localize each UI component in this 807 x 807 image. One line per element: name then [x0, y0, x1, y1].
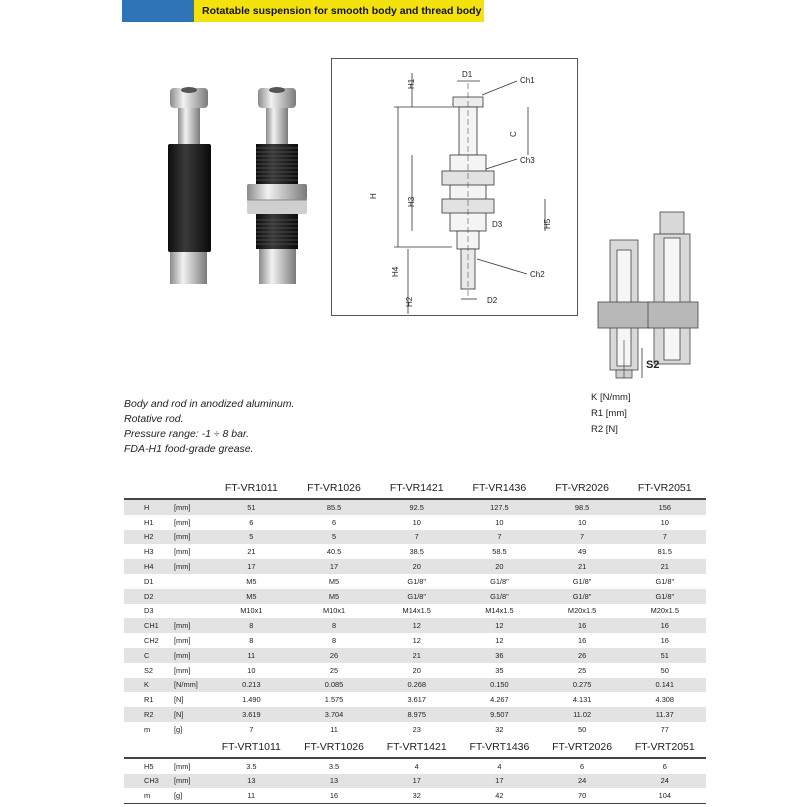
- model-header: FT-VRT1026: [293, 737, 376, 758]
- param-value: 32: [375, 788, 458, 803]
- param-value: 5: [293, 530, 376, 545]
- param-unit: [mm]: [170, 633, 210, 648]
- param-value: 17: [458, 774, 541, 789]
- param-value: G1/8": [541, 589, 624, 604]
- param-unit: [mm]: [170, 530, 210, 545]
- legend-k: K [N/mm]: [591, 392, 631, 403]
- param-unit: [170, 574, 210, 589]
- table-row: [124, 589, 706, 604]
- param-value: 7: [210, 722, 293, 737]
- param-name: S2: [124, 663, 170, 678]
- param-value: 81.5: [623, 544, 706, 559]
- label-h5: H5: [543, 218, 552, 229]
- table-row: [124, 499, 706, 515]
- specification-table: [124, 478, 706, 804]
- param-value: 16: [293, 788, 376, 803]
- param-value: 12: [375, 633, 458, 648]
- param-unit: [mm]: [170, 618, 210, 633]
- spring-legend: [591, 390, 631, 438]
- thread-body-suspension-image: [245, 84, 307, 289]
- table-row: [124, 788, 706, 803]
- param-value: 20: [375, 559, 458, 574]
- header-accent-bar: [122, 0, 194, 22]
- param-value: 0.150: [458, 678, 541, 693]
- model-header: FT-VR2051: [623, 478, 706, 499]
- param-value: 13: [293, 774, 376, 789]
- table-row: [124, 758, 706, 774]
- param-value: 21: [210, 544, 293, 559]
- model-header: FT-VRT1421: [375, 737, 458, 758]
- param-value: 36: [458, 648, 541, 663]
- label-ch3: Ch3: [520, 156, 535, 165]
- param-value: 16: [541, 618, 624, 633]
- param-value: 10: [541, 515, 624, 530]
- param-unit: [mm]: [170, 663, 210, 678]
- legend-r1: R1 [mm]: [591, 408, 627, 419]
- model-header: FT-VRT1436: [458, 737, 541, 758]
- param-value: 0.213: [210, 678, 293, 693]
- param-unit: [mm]: [170, 758, 210, 774]
- param-value: 32: [458, 722, 541, 737]
- param-value: 0.268: [375, 678, 458, 693]
- param-name: D2: [124, 589, 170, 604]
- param-value: 42: [458, 788, 541, 803]
- param-value: M20x1.5: [541, 604, 624, 619]
- param-value: M5: [210, 574, 293, 589]
- param-unit: [g]: [170, 722, 210, 737]
- label-h: H: [369, 193, 378, 199]
- param-value: 11: [210, 648, 293, 663]
- param-name: H: [124, 499, 170, 515]
- table-row: [124, 692, 706, 707]
- label-h3: H3: [407, 196, 416, 207]
- param-value: 4.308: [623, 692, 706, 707]
- param-value: 0.275: [541, 678, 624, 693]
- param-value: 20: [375, 663, 458, 678]
- param-value: 6: [210, 515, 293, 530]
- param-value: 25: [541, 663, 624, 678]
- param-value: 26: [293, 648, 376, 663]
- model-header: FT-VR1421: [375, 478, 458, 499]
- param-unit: [170, 604, 210, 619]
- param-value: M20x1.5: [623, 604, 706, 619]
- param-unit: [mm]: [170, 499, 210, 515]
- param-value: G1/8": [458, 574, 541, 589]
- param-unit: [N]: [170, 692, 210, 707]
- header-title: Rotatable suspension for smooth body and thread body: [194, 0, 484, 22]
- param-value: 21: [375, 648, 458, 663]
- param-unit: [g]: [170, 788, 210, 803]
- param-value: 6: [623, 758, 706, 774]
- label-ch1: Ch1: [520, 76, 535, 85]
- param-name: K: [124, 678, 170, 693]
- param-value: 17: [210, 559, 293, 574]
- param-value: 3.704: [293, 707, 376, 722]
- param-value: 92.5: [375, 499, 458, 515]
- param-value: 8: [293, 618, 376, 633]
- model-header: FT-VR1436: [458, 478, 541, 499]
- param-name: H4: [124, 559, 170, 574]
- param-value: G1/8": [623, 574, 706, 589]
- param-value: 7: [541, 530, 624, 545]
- param-value: 70: [541, 788, 624, 803]
- param-value: 12: [458, 633, 541, 648]
- param-value: 21: [541, 559, 624, 574]
- param-name: H3: [124, 544, 170, 559]
- param-name: D1: [124, 574, 170, 589]
- param-value: 3.617: [375, 692, 458, 707]
- smooth-body-suspension-image: [165, 84, 215, 289]
- param-value: 8: [210, 633, 293, 648]
- param-name: H5: [124, 758, 170, 774]
- table-row: [124, 648, 706, 663]
- param-value: 11: [210, 788, 293, 803]
- label-c: C: [509, 131, 518, 137]
- param-value: 4: [458, 758, 541, 774]
- param-value: 4.131: [541, 692, 624, 707]
- table-row: [124, 663, 706, 678]
- label-d3: D3: [492, 220, 503, 229]
- param-value: 8.975: [375, 707, 458, 722]
- param-value: G1/8": [623, 589, 706, 604]
- param-value: 127.5: [458, 499, 541, 515]
- param-value: 20: [458, 559, 541, 574]
- param-value: 9.507: [458, 707, 541, 722]
- table-row: [124, 574, 706, 589]
- legend-r2: R2 [N]: [591, 424, 618, 435]
- description-line: Rotative rod.: [124, 413, 184, 425]
- description-line: Pressure range: -1 ÷ 8 bar.: [124, 428, 250, 440]
- param-value: 10: [623, 515, 706, 530]
- param-value: 16: [623, 618, 706, 633]
- param-unit: [mm]: [170, 544, 210, 559]
- param-value: 51: [210, 499, 293, 515]
- label-s2: S2: [646, 359, 660, 371]
- table-row: [124, 707, 706, 722]
- param-value: 7: [623, 530, 706, 545]
- param-value: G1/8": [375, 589, 458, 604]
- param-value: 10: [210, 663, 293, 678]
- param-value: 3.5: [210, 758, 293, 774]
- product-description: [124, 397, 294, 457]
- param-value: 16: [541, 633, 624, 648]
- param-value: 3.5: [293, 758, 376, 774]
- table-row: [124, 774, 706, 789]
- param-unit: [mm]: [170, 515, 210, 530]
- param-value: 156: [623, 499, 706, 515]
- label-ch2: Ch2: [530, 270, 545, 279]
- table-row: [124, 515, 706, 530]
- param-value: 98.5: [541, 499, 624, 515]
- param-name: CH2: [124, 633, 170, 648]
- param-value: M14x1.5: [375, 604, 458, 619]
- param-name: CH3: [124, 774, 170, 789]
- param-unit: [N]: [170, 707, 210, 722]
- param-value: 25: [293, 663, 376, 678]
- param-value: 4: [375, 758, 458, 774]
- model-header: FT-VRT2051: [623, 737, 706, 758]
- param-value: 24: [623, 774, 706, 789]
- param-value: M5: [210, 589, 293, 604]
- param-value: M5: [293, 574, 376, 589]
- param-value: 6: [541, 758, 624, 774]
- param-value: 11.37: [623, 707, 706, 722]
- label-h4: H4: [391, 266, 400, 277]
- param-value: 49: [541, 544, 624, 559]
- param-name: H2: [124, 530, 170, 545]
- param-value: 51: [623, 648, 706, 663]
- section-view-drawing: [590, 210, 702, 387]
- param-value: 10: [458, 515, 541, 530]
- table-header-row-t: [124, 737, 706, 758]
- param-value: 26: [541, 648, 624, 663]
- technical-drawing: [331, 58, 578, 316]
- param-value: G1/8": [541, 574, 624, 589]
- param-value: 58.5: [458, 544, 541, 559]
- param-value: 13: [210, 774, 293, 789]
- param-value: 12: [375, 618, 458, 633]
- description-line: FDA-H1 food-grade grease.: [124, 443, 254, 455]
- param-name: R2: [124, 707, 170, 722]
- param-value: 5: [210, 530, 293, 545]
- param-value: 11.02: [541, 707, 624, 722]
- param-value: 40.5: [293, 544, 376, 559]
- param-value: 6: [293, 515, 376, 530]
- param-unit: [mm]: [170, 648, 210, 663]
- param-value: M10x1: [293, 604, 376, 619]
- param-value: 11: [293, 722, 376, 737]
- table-row: [124, 722, 706, 737]
- label-d2: D2: [487, 296, 498, 305]
- param-value: G1/8": [458, 589, 541, 604]
- param-value: 8: [210, 618, 293, 633]
- param-value: 35: [458, 663, 541, 678]
- model-header: FT-VRT2026: [541, 737, 624, 758]
- table-row: [124, 544, 706, 559]
- param-value: 10: [375, 515, 458, 530]
- model-header: FT-VR1026: [293, 478, 376, 499]
- table-row: [124, 559, 706, 574]
- param-name: m: [124, 722, 170, 737]
- table-header-row: [124, 478, 706, 499]
- model-header: FT-VRT1011: [210, 737, 293, 758]
- param-value: 1.490: [210, 692, 293, 707]
- param-name: CH1: [124, 618, 170, 633]
- param-unit: [N/mm]: [170, 678, 210, 693]
- param-value: M5: [293, 589, 376, 604]
- table-row: [124, 530, 706, 545]
- table-row: [124, 604, 706, 619]
- param-value: 16: [623, 633, 706, 648]
- label-h2: H2: [405, 296, 414, 307]
- param-value: M14x1.5: [458, 604, 541, 619]
- table-row: [124, 678, 706, 693]
- param-value: 85.5: [293, 499, 376, 515]
- param-value: G1/8": [375, 574, 458, 589]
- param-unit: [mm]: [170, 774, 210, 789]
- param-value: 3.619: [210, 707, 293, 722]
- param-name: R1: [124, 692, 170, 707]
- param-name: C: [124, 648, 170, 663]
- param-name: D3: [124, 604, 170, 619]
- param-value: 23: [375, 722, 458, 737]
- param-value: 17: [375, 774, 458, 789]
- param-value: 8: [293, 633, 376, 648]
- param-value: M10x1: [210, 604, 293, 619]
- param-value: 38.5: [375, 544, 458, 559]
- param-value: 7: [375, 530, 458, 545]
- table-row: [124, 618, 706, 633]
- param-unit: [mm]: [170, 559, 210, 574]
- param-value: 17: [293, 559, 376, 574]
- param-value: 24: [541, 774, 624, 789]
- param-name: m: [124, 788, 170, 803]
- param-name: H1: [124, 515, 170, 530]
- label-h1: H1: [407, 78, 416, 89]
- param-value: 4.267: [458, 692, 541, 707]
- param-value: 50: [623, 663, 706, 678]
- param-value: 7: [458, 530, 541, 545]
- param-value: 77: [623, 722, 706, 737]
- param-value: 21: [623, 559, 706, 574]
- model-header: FT-VR2026: [541, 478, 624, 499]
- table-row: [124, 633, 706, 648]
- param-value: 0.085: [293, 678, 376, 693]
- description-line: Body and rod in anodized aluminum.: [124, 398, 295, 410]
- param-unit: [170, 589, 210, 604]
- param-value: 0.141: [623, 678, 706, 693]
- param-value: 1.575: [293, 692, 376, 707]
- param-value: 50: [541, 722, 624, 737]
- param-value: 104: [623, 788, 706, 803]
- label-d1: D1: [462, 70, 473, 79]
- model-header: FT-VR1011: [210, 478, 293, 499]
- param-value: 12: [458, 618, 541, 633]
